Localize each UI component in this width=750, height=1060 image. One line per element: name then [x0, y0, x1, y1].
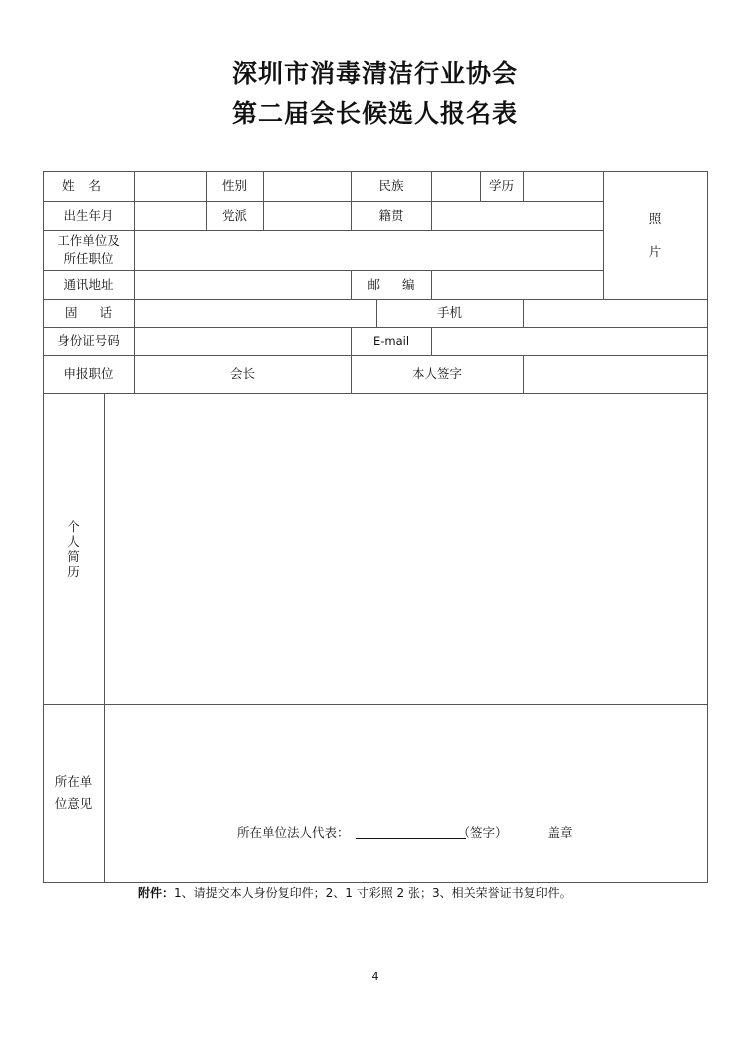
education-label: 学历	[488, 178, 514, 193]
birth-label: 出生年月	[63, 207, 114, 223]
landline-field[interactable]	[134, 299, 376, 327]
attachment-note-prefix: 附件：	[138, 886, 175, 900]
gender-field[interactable]	[263, 171, 351, 201]
ethnicity-label: 民族	[378, 178, 404, 193]
legal-representative-signature-row	[237, 823, 573, 841]
party-field[interactable]	[263, 201, 351, 230]
party-label: 党派	[221, 207, 247, 223]
native-place-field[interactable]	[431, 201, 603, 230]
landline-label: 固话	[64, 305, 134, 320]
legal-rep-signature-line[interactable]	[356, 824, 466, 839]
id-number-field[interactable]	[134, 327, 351, 355]
email-field[interactable]	[431, 327, 707, 355]
name-field[interactable]	[134, 171, 206, 201]
mobile-label: 手机	[436, 305, 462, 320]
seal-label: 盖章	[547, 825, 573, 840]
address-field[interactable]	[134, 270, 351, 299]
postcode-label: 邮编	[367, 276, 437, 292]
work-unit-label: 工作单位及 所任职位	[57, 233, 120, 266]
applied-position-label: 申报职位	[63, 366, 114, 381]
work-unit-field[interactable]	[134, 230, 603, 270]
email-label: E-mail	[372, 334, 410, 348]
applied-position-value: 会长	[229, 366, 255, 381]
mobile-field[interactable]	[523, 299, 707, 327]
address-label: 通讯地址	[63, 276, 114, 292]
gender-label: 性别	[221, 178, 247, 193]
native-place-label: 籍贯	[378, 207, 404, 223]
photo-box[interactable]	[603, 171, 707, 299]
signature-field[interactable]	[523, 355, 707, 393]
photo-label-2: 片	[648, 244, 662, 259]
name-label: 姓名	[61, 178, 115, 193]
id-number-label: 身份证号码	[57, 333, 120, 348]
legal-rep-label: 所在单位法人代表：	[237, 825, 350, 840]
form-title-line-1: 深圳市消毒清洁行业协会	[231, 59, 518, 88]
sign-suffix: （签字）	[457, 825, 508, 840]
resume-label: 个 人 简 历	[67, 518, 80, 579]
attachment-note-text: 1、请提交本人身份复印件；2、1 寸彩照 2 张；3、相关荣誉证书复印件。	[174, 886, 572, 900]
signature-label: 本人签字	[411, 366, 462, 381]
postcode-field[interactable]	[431, 270, 603, 299]
page-number: 4	[371, 970, 379, 983]
form-title-line-2: 第二届会长候选人报名表	[231, 99, 518, 128]
unit-opinion-label: 所在单 位意见	[54, 774, 93, 811]
ethnicity-field[interactable]	[431, 171, 480, 201]
unit-opinion-field[interactable]	[104, 704, 707, 882]
resume-field[interactable]	[104, 393, 707, 704]
attachment-note	[138, 884, 572, 901]
photo-label-1: 照	[648, 211, 662, 226]
birth-field[interactable]	[134, 201, 206, 230]
education-field[interactable]	[523, 171, 603, 201]
